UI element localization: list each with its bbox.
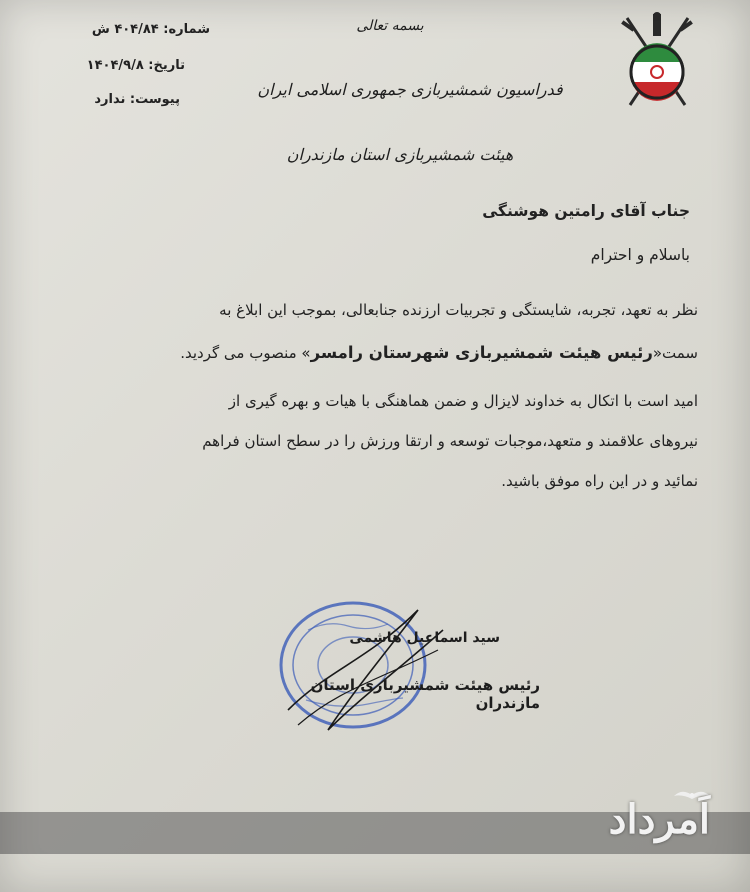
appointment-position: رئیس هیئت شمشیربازی شهرستان رامسر [310, 343, 653, 362]
paragraph-1-line-1: نظر به تعهد، تجربه، شایستگی و تجربیات ارزنده جنابعالی، بموجب این ابلاغ به [219, 301, 698, 319]
seal-stamp-icon [268, 590, 448, 740]
federation-logo [615, 10, 700, 115]
recipient: جناب آقای رامتین هوشنگی [482, 202, 690, 220]
greeting: باسلام و احترام [590, 246, 690, 264]
fencing-emblem-icon [615, 10, 700, 115]
federation-name: فدراسیون شمشیربازی جمهوری اسلامی ایران [257, 80, 563, 99]
paragraph-1-line-2 [70, 337, 698, 369]
official-stamp [268, 590, 448, 740]
letter-attachment: پیوست: ندارد [94, 92, 180, 107]
appointment-suffix: » منصوب می گردید. [180, 344, 311, 362]
watermark-brand: اَمرداد [608, 796, 710, 843]
paragraph-2-line-2: نیروهای علاقمند و متعهد،موجبات توسعه و ارتقا ورزش را در سطح استان فراهم [202, 432, 698, 450]
letter-date: تاریخ: ۱۴۰۴/۹/۸ [86, 58, 185, 73]
provincial-board-name: هیئت شمشیربازی استان مازندران [286, 145, 514, 164]
appointment-prefix: سمت« [652, 344, 698, 362]
letter-number: شماره: ۴۰۴/۸۴ ش [91, 22, 210, 37]
paragraph-2-line-1: امید است با اتکال به خداوند لایزال و ضمن هماهنگی با هیات و بهره گیری از [228, 392, 698, 410]
bismillah: بسمه تعالی [356, 18, 424, 34]
paragraph-2-line-3: نمائید و در این راه موفق باشید. [501, 472, 698, 490]
signatory-name: سید اسماعیل هاشمی [349, 630, 500, 646]
signatory-title: رئیس هیئت شمشیربازی استان مازندران [310, 676, 540, 712]
